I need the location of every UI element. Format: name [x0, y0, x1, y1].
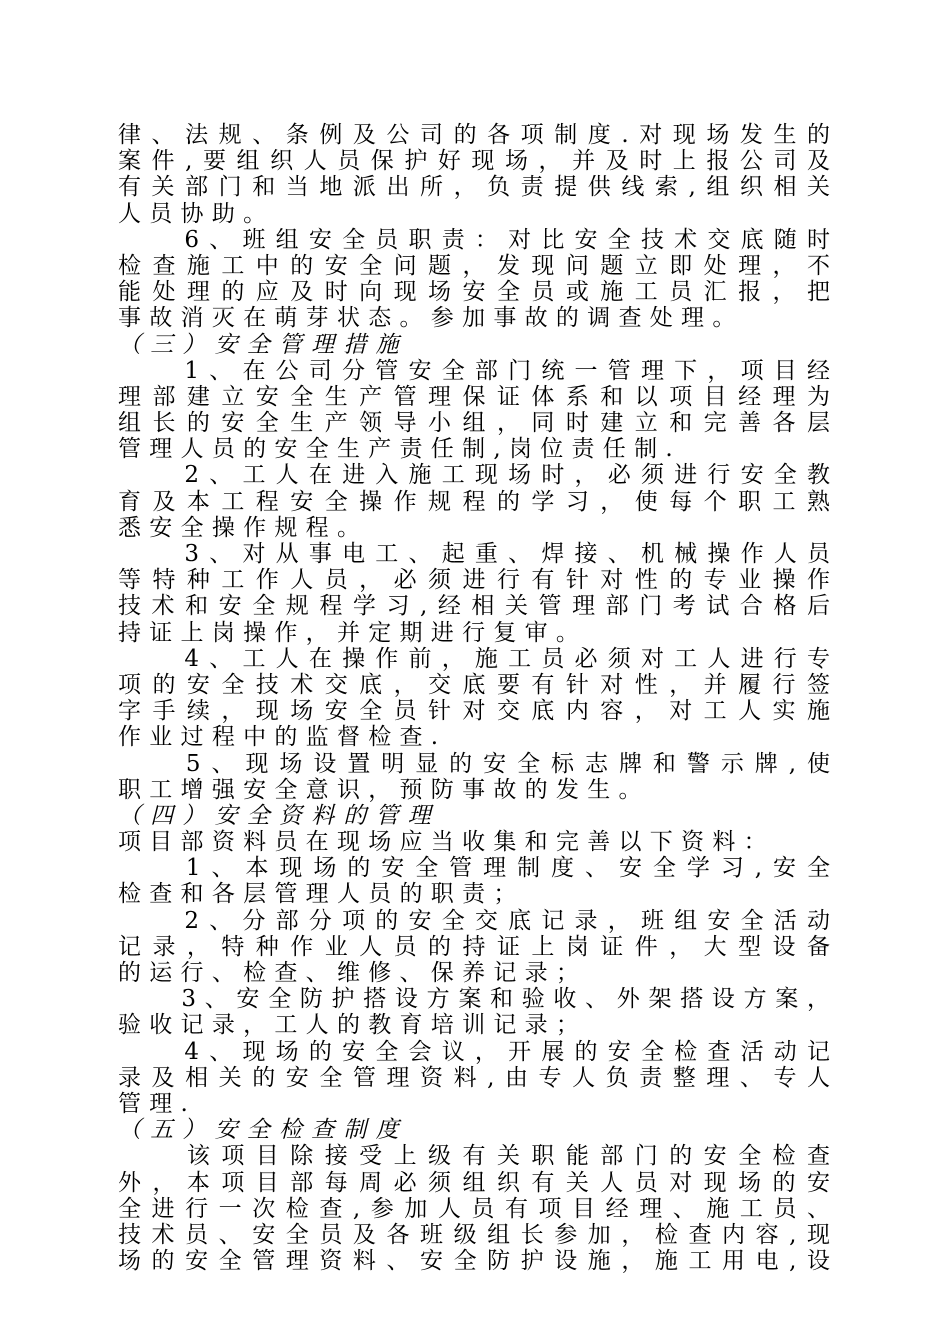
text-line: 能处理的应及时向现场安全员或施工员汇报，把 — [118, 279, 830, 306]
text-line: 事故消灭在萌芽状态。参加事故的调查处理。 — [118, 305, 744, 332]
section-heading: （三）安全管理措施 — [118, 331, 408, 358]
text-line: 1、本现场的安全管理制度、安全学习,安全 — [118, 855, 830, 882]
text-line: 人员协助。 — [118, 200, 275, 227]
text-line: 管理. — [118, 1090, 197, 1117]
text-line: 职工增强安全意识，预防事故的发生。 — [118, 776, 650, 803]
text-line: 案件,要组织人员保护好现场，并及时上报公司及 — [118, 148, 830, 175]
text-line: 记录，特种作业人员的持证上岗证件，大型设备 — [118, 933, 830, 960]
text-line: 管理人员的安全生产责任制,岗位责任制. — [118, 436, 681, 463]
text-line: 悉安全操作规程。 — [118, 514, 369, 541]
text-line: 5、现场设置明显的安全标志牌和警示牌,使 — [118, 750, 830, 777]
text-line: 3、安全防护搭设方案和验收、外架搭设方案， — [118, 986, 830, 1013]
text-line: 有关部门和当地派出所，负责提供线索,组织相关 — [118, 174, 830, 201]
text-line: 验收记录，工人的教育培训记录； — [118, 1012, 588, 1039]
text-line: 项目部资料员在现场应当收集和完善以下资料： — [118, 829, 775, 856]
text-line: 2、工人在进入施工现场时，必须进行安全教 — [118, 462, 830, 489]
text-line: 项的安全技术交底，交底要有针对性，并履行签 — [118, 671, 830, 698]
text-line: 检查施工中的安全问题，发现问题立即处理，不 — [118, 252, 830, 279]
text-line: 外，本项目部每周必须组织有关人员对现场的安 — [118, 1169, 830, 1196]
text-line: 4、现场的安全会议，开展的安全检查活动记 — [118, 1038, 830, 1065]
text-line: 律、法规、条例及公司的各项制度.对现场发生的 — [118, 122, 830, 148]
text-line: 技术员、安全员及各班级组长参加，检查内容,现 — [118, 1221, 830, 1248]
body-text — [118, 122, 830, 1274]
text-line: 作业过程中的监督检查. — [118, 724, 447, 751]
text-line: 检查和各层管理人员的职责； — [118, 881, 525, 908]
text-line: 1、在公司分管安全部门统一管理下，项目经 — [118, 357, 830, 384]
text-line: 等特种工作人员，必须进行有针对性的专业操作 — [118, 567, 830, 594]
text-line: 该项目除接受上级有关职能部门的安全检查 — [118, 1143, 830, 1170]
text-line: 4、工人在操作前，施工员必须对工人进行专 — [118, 645, 830, 672]
text-line: 组长的安全生产领导小组，同时建立和完善各层 — [118, 410, 830, 437]
text-line: 场的安全管理资料、安全防护设施，施工用电,设 — [118, 1248, 830, 1275]
section-heading: （四）安全资料的管理 — [118, 802, 440, 829]
text-line: 的运行、检查、维修、保养记录； — [118, 960, 588, 986]
text-line: 育及本工程安全操作规程的学习，使每个职工熟 — [118, 488, 830, 515]
section-heading: （五）安全检查制度 — [118, 1117, 408, 1144]
text-line: 3、对从事电工、起重、焊接、机械操作人员 — [118, 541, 830, 567]
text-line: 理部建立安全生产管理保证体系和以项目经理为 — [118, 383, 830, 410]
text-line: 录及相关的安全管理资料,由专人负责整理、专人 — [118, 1064, 830, 1091]
text-line: 2、分部分项的安全交底记录，班组安全活动 — [118, 907, 830, 934]
text-line: 全进行一次检查,参加人员有项目经理、施工员、 — [118, 1195, 830, 1222]
text-line: 持证上岗操作，并定期进行复审。 — [118, 619, 588, 646]
text-line: 6、班组安全员职责：对比安全技术交底随时 — [118, 226, 830, 253]
text-line: 技术和安全规程学习,经相关管理部门考试合格后 — [118, 593, 830, 620]
text-line: 字手续，现场安全员针对交底内容，对工人实施 — [118, 698, 830, 725]
